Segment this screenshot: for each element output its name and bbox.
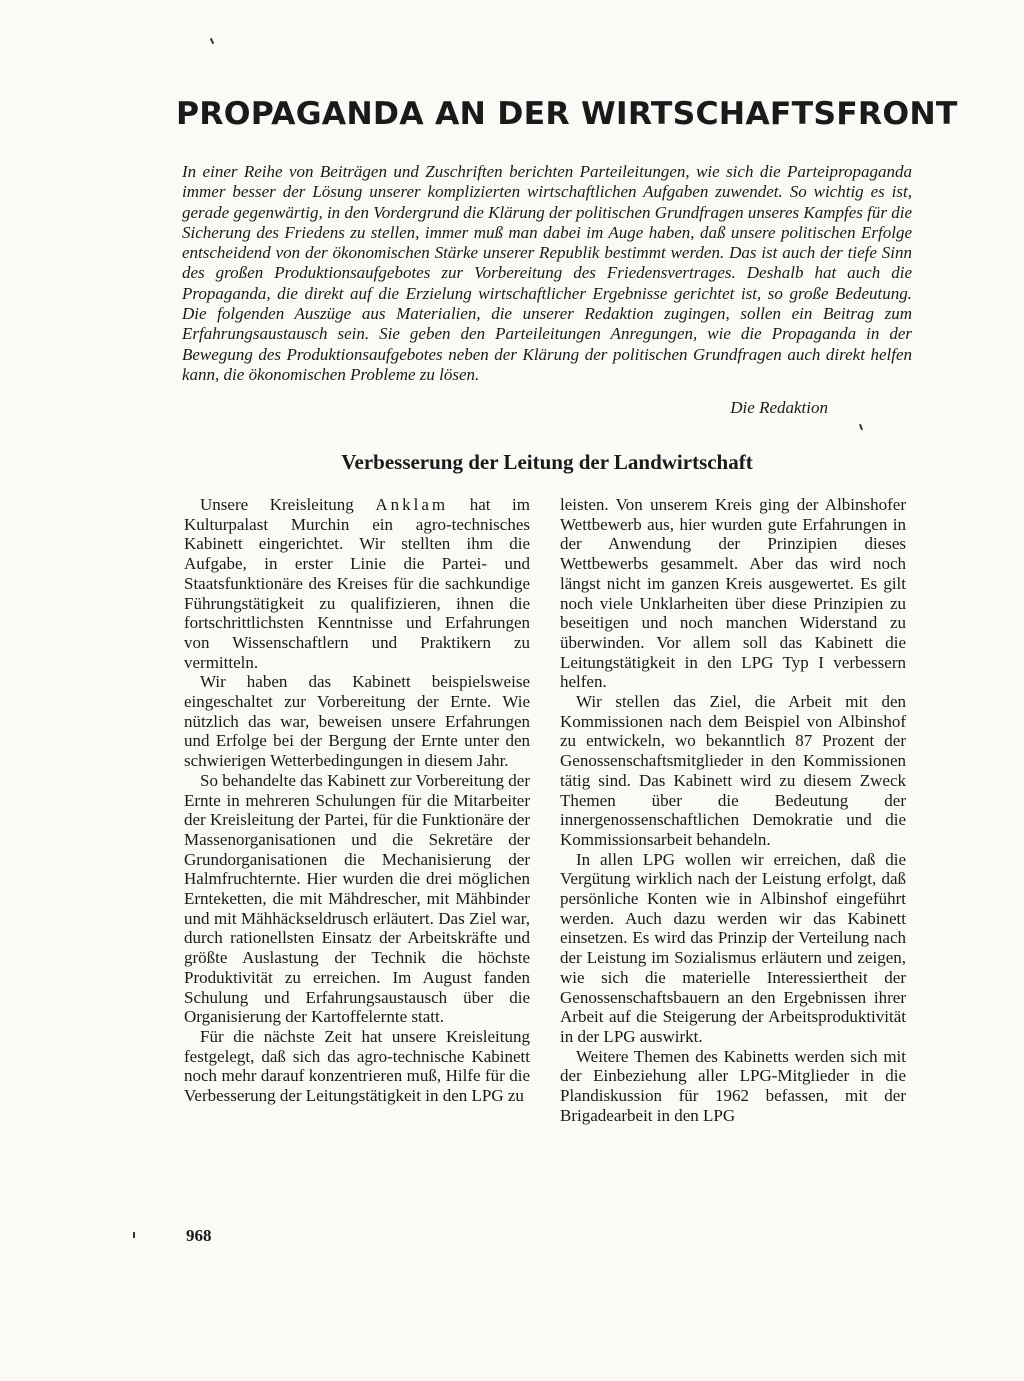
right-paragraph-3: In allen LPG wollen wir erreichen, daß die Vergütung wirklich nach der Leistung erfolgt, daß persönliche Konten wie in Albinshof eingeführt werden. Auch dazu werden wir das Kabinett einsetzen. Es wird das Prinzip der Verteilung nach der Leistung im Sozialismus erläutern und zeigen, wie sich die materielle Interessiertheit der Genossenschaftsbauern an den Ergebnissen ihrer Arbeit auf die Steigerung der Arbeitsproduktivität in der LPG auswirkt. (560, 849, 906, 1046)
left-paragraph-1: Unsere Kreisleitung Anklam hat im Kulturpalast Murchin ein agro-technisches Kabinett eingerichtet. Wir stellten ihm die Aufgabe, in erster Linie die Partei- und Staatsfunktionäre des Kreises für die sachkundige Führungstätigkeit zu qualifizieren, ihnen die fortschrittlichsten Kenntnisse und Erfahrungen von Wissenschaftlern und Praktikern zu vermitteln. (184, 495, 530, 672)
scan-speck (210, 38, 214, 44)
left-paragraph-3: So behandelte das Kabinett zur Vorbereitung der Ernte in mehreren Schulungen für die Mitarbeiter der Kreisleitung der Partei, für die Funktionäre der Massenorganisationen und die Sekretäre der Grundorganisationen die Mechanisierung der Halmfruchternte. Hier wurden die drei möglichen Ernteketten, die mit Mähdrescher, mit Mähbinder und mit Mähhäckseldrusch erläutert. Das Ziel war, durch rationellsten Einsatz der Arbeitskräfte und größte Auslastung der Technik die höchste Produktivität zu erreichen. Im August fanden Schulung und Erfahrungsaustausch über die Organisierung der Kartoffelernte statt. (184, 770, 530, 1027)
left-column (184, 495, 530, 1106)
right-column (560, 495, 906, 1126)
scan-speck (133, 1232, 135, 1238)
left-paragraph-2: Wir haben das Kabinett beispielsweise eingeschaltet zur Vorbereitung der Ernte. Wie nützlich das war, beweisen unsere Erfahrungen und Erfolge bei der Bergung der Ernte unter den schwierigen Wetterbedingungen in diesem Jahr. (184, 672, 530, 771)
left-paragraph-4: Für die nächste Zeit hat unsere Kreisleitung festgelegt, daß sich das agro-technische Kabinett noch mehr darauf konzentrieren muß, Hilfe für die Verbesserung der Leitungstätigkeit in den LPG zu (184, 1026, 530, 1106)
right-paragraph-2: Wir stellen das Ziel, die Arbeit mit den Kommissionen nach dem Beispiel von Albinshof zu entwickeln, wo bekanntlich 87 Prozent der Genossenschaftsmitglieder in den Kommissionen tätig sind. Das Kabinett wird zu diesem Zweck Themen über die Bedeutung der innergenossenschaftlichen Demokratie und die Kommissionsarbeit behandeln. (560, 692, 906, 849)
page-number: 968 (186, 1226, 212, 1245)
page-headline: PROPAGANDA AN DER WIRTSCHAFTSFRONT (176, 96, 958, 132)
place-name-spaced: Anklam (375, 495, 449, 514)
scan-speck (859, 424, 863, 430)
intro-text: In einer Reihe von Beiträgen und Zuschriften berichten Parteileitungen, wie sich die Parteipropaganda immer besser der Lösung unserer komplizierten wirtschaftlichen Aufgaben zuwendet. So wichtig es ist, gerade gegenwärtig, in den Vordergrund die Klärung der politischen Grundfragen unseres Kampfes für die Sicherung des Friedens zu stellen, immer muß man dabei im Auge haben, daß unsere politischen Erfolge entscheidend von der ökonomischen Stärke unserer Republik bestimmt werden. Das ist auch der tiefe Sinn des großen Produktionsaufgebotes zur Vorbereitung des Friedensvertrages. Deshalb hat auch die Propaganda, die direkt auf die Erzielung wirtschaftlicher Ergebnisse gerichtet ist, so große Bedeutung. Die folgenden Auszüge aus Materialien, die unserer Redaktion zugingen, sollen ein Beitrag zum Erfahrungsaustausch sein. Sie geben den Parteileitungen Anregungen, wie die Propaganda in der Bewegung des Produktionsaufgebotes neben der Klärung der politischen Grundfragen auch direkt helfen kann, die ökonomischen Probleme zu lösen. (182, 162, 912, 384)
editorial-intro (182, 162, 912, 417)
right-paragraph-4: Weitere Themen des Kabinetts werden sich mit der Einbeziehung aller LPG-Mitglieder in die Plandiskussion für 1962 befassen, mit der Brigadearbeit in den LPG (560, 1046, 906, 1125)
section-title: Verbesserung der Leitung der Landwirtschaft (341, 450, 753, 474)
intro-signature: Die Redaktion (730, 398, 828, 417)
right-paragraph-1: leisten. Von unserem Kreis ging der Albinshofer Wettbewerb aus, hier wurden gute Erfahrungen in der Anwendung der Prinzipien dieses Wettbewerbs gesammelt. Aber das wird noch längst nicht im ganzen Kreis ausgewertet. Es gilt noch viele Unklarheiten über diese Prinzipien zu beseitigen und noch manchen Widerstand zu überwinden. Vor allem soll das Kabinett die Leitungstätigkeit in den LPG Typ I verbessern helfen. (560, 495, 906, 692)
